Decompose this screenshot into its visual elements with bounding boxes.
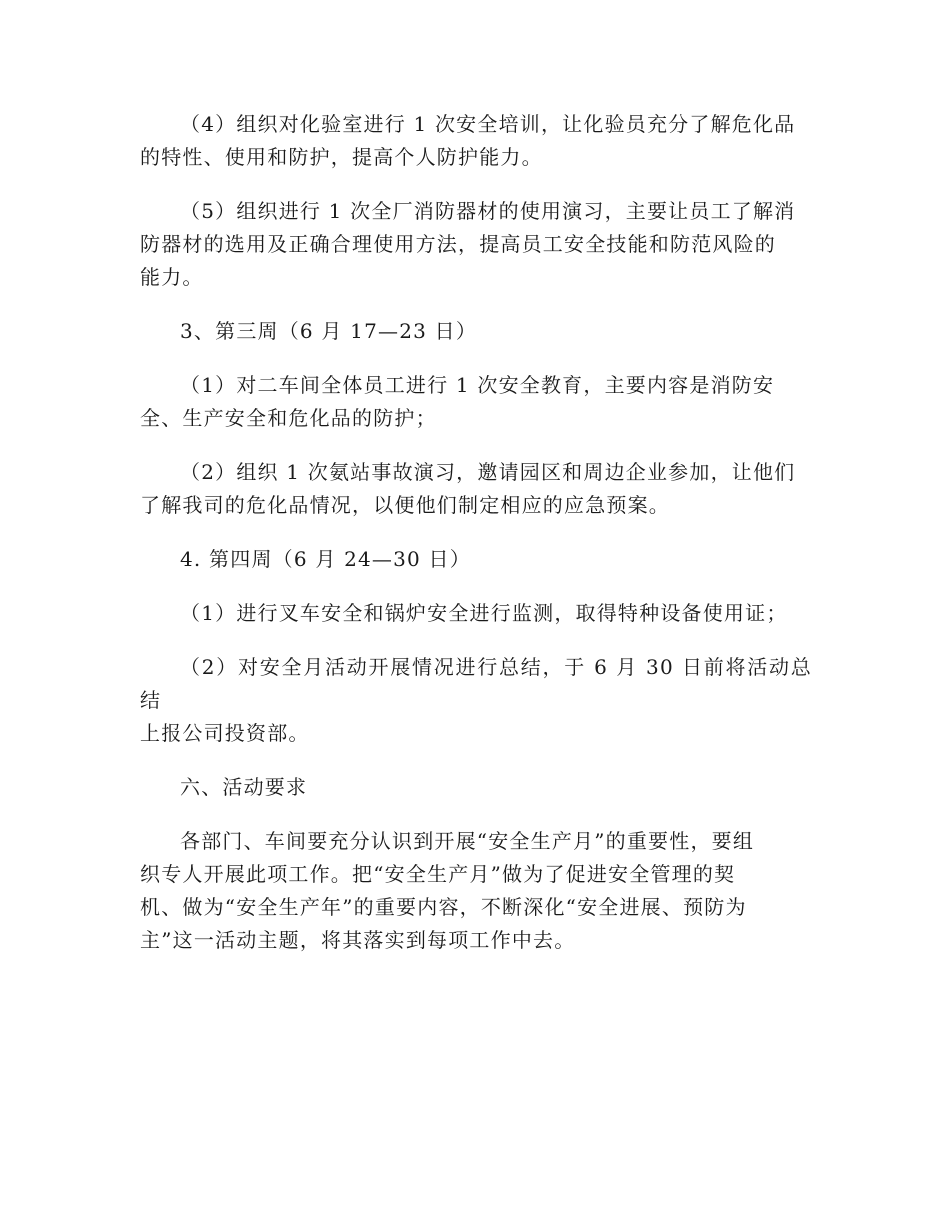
text-line: 的特性、使用和防护，提高个人防护能力。 <box>140 145 543 169</box>
heading-text: 4. 第四周（6 月 24—30 日） <box>180 547 471 571</box>
text-line: 机、做为“安全生产年”的重要内容，不断深化“安全进展、预防为 <box>140 895 747 919</box>
paragraph-workshop-education <box>140 369 812 435</box>
text-line: 各部门、车间要充分认识到开展“安全生产月”的重要性，要组 <box>180 829 755 853</box>
paragraph-fire-drill <box>140 195 812 294</box>
text-line: 主”这一活动主题，将其落实到每项工作中去。 <box>140 928 576 952</box>
heading-week-four <box>140 543 812 576</box>
paragraph-ammonia-drill <box>140 456 812 522</box>
heading-text: 3、第三周（6 月 17—23 日） <box>180 319 478 343</box>
heading-week-three <box>140 315 812 348</box>
text-line: 全、生产安全和危化品的防护； <box>140 406 437 430</box>
text-line: （2）组织 1 次氨站事故演习，邀请园区和周边企业参加，让他们 <box>180 460 796 484</box>
text-line: 织专人开展此项工作。把“安全生产月”做为了促进安全管理的契 <box>140 862 736 886</box>
paragraph-requirements-body <box>140 825 812 957</box>
text-line: （2）对安全月活动开展情况进行总结，于 6 月 30 日前将活动总结 <box>140 655 812 712</box>
paragraph-equipment-inspection <box>140 597 812 630</box>
paragraph-summary-report <box>140 651 812 750</box>
text-line: （1）对二车间全体员工进行 1 次安全教育，主要内容是消防安 <box>180 373 775 397</box>
text-line: 能力。 <box>140 265 204 289</box>
text-line: （1）进行叉车安全和锅炉安全进行监测，取得特种设备使用证； <box>180 601 788 625</box>
text-line: （5）组织进行 1 次全厂消防器材的使用演习，主要让员工了解消 <box>180 199 796 223</box>
paragraph-chemlab-training <box>140 108 812 174</box>
text-line: 防器材的选用及正确合理使用方法，提高员工安全技能和防范风险的 <box>140 232 776 256</box>
text-line: 上报公司投资部。 <box>140 721 310 745</box>
text-line: （4）组织对化验室进行 1 次安全培训，让化验员充分了解危化品 <box>180 112 796 136</box>
text-line: 了解我司的危化品情况，以便他们制定相应的应急预案。 <box>140 493 670 517</box>
heading-text: 六、活动要求 <box>180 775 308 799</box>
document-body <box>140 108 812 978</box>
heading-activity-requirements <box>140 771 812 804</box>
